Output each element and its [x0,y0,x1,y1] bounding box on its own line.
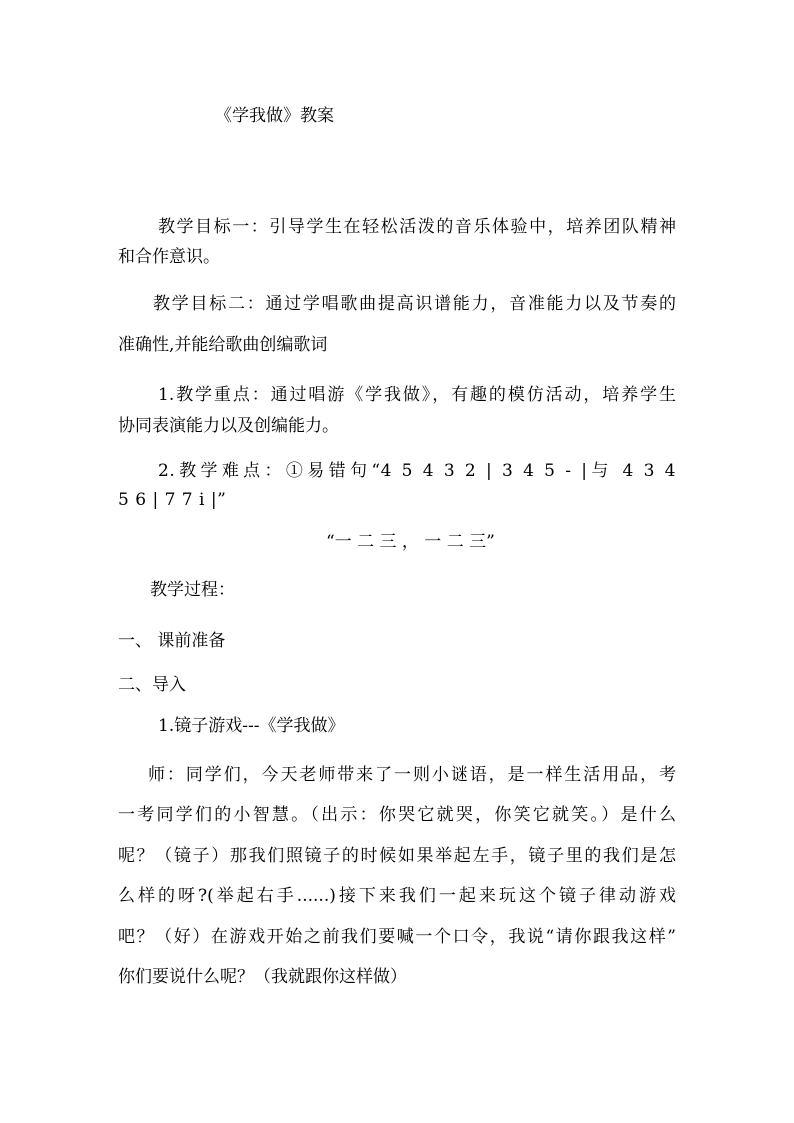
paragraph-line: 和合作意识。 [118,247,220,267]
paragraph-line: 教学目标一：引导学生在轻松活泼的音乐体验中，培养团队精神 [158,217,676,237]
paragraph-line: 协同表演能力以及创编能力。 [118,416,339,436]
paragraph-line: 2.教学难点：①易错句“4 5 4 3 2 | 3 4 5 - |与 4 3 4 [158,461,676,481]
paragraph-line: 一考同学们的小智慧。（出示：你哭它就哭，你笑它就笑。）是什么 [118,805,676,825]
section-heading: 一、 课前准备 [118,631,226,651]
paragraph-line: 师：同学们，今天老师带来了一则小谜语，是一样生活用品，考 [148,765,676,785]
paragraph-line: 么样的呀?(举起右手......)接下来我们一起来玩这个镜子律动游戏 [118,886,676,906]
document-title: 《学我做》教案 [215,106,334,126]
paragraph-line: 教学目标二：通过学唱歌曲提高识谱能力，音准能力以及节奏的 [153,294,676,314]
paragraph-line: 教学过程： [150,580,235,600]
paragraph-line: 你们要说什么呢？（我就跟你这样做） [118,967,407,987]
paragraph-line: “一 二 三 ， 一 二 三” [326,532,495,552]
paragraph-line: 1.镜子游戏---《学我做》 [158,716,345,736]
section-heading: 二、导入 [118,675,186,695]
paragraph-line: 1.教学重点：通过唱游《学我做》，有趣的模仿活动，培养学生 [158,385,676,405]
paragraph-line: 准确性,并能给歌曲创编歌词 [118,335,328,355]
paragraph-line: 5 6 | 7 7 i |” [118,490,227,510]
paragraph-line: 呢？（镜子）那我们照镜子的时候如果举起左手，镜子里的我们是怎 [118,846,676,866]
paragraph-line: 吧？（好）在游戏开始之前我们要喊一个口令，我说“请你跟我这样” [118,927,676,947]
